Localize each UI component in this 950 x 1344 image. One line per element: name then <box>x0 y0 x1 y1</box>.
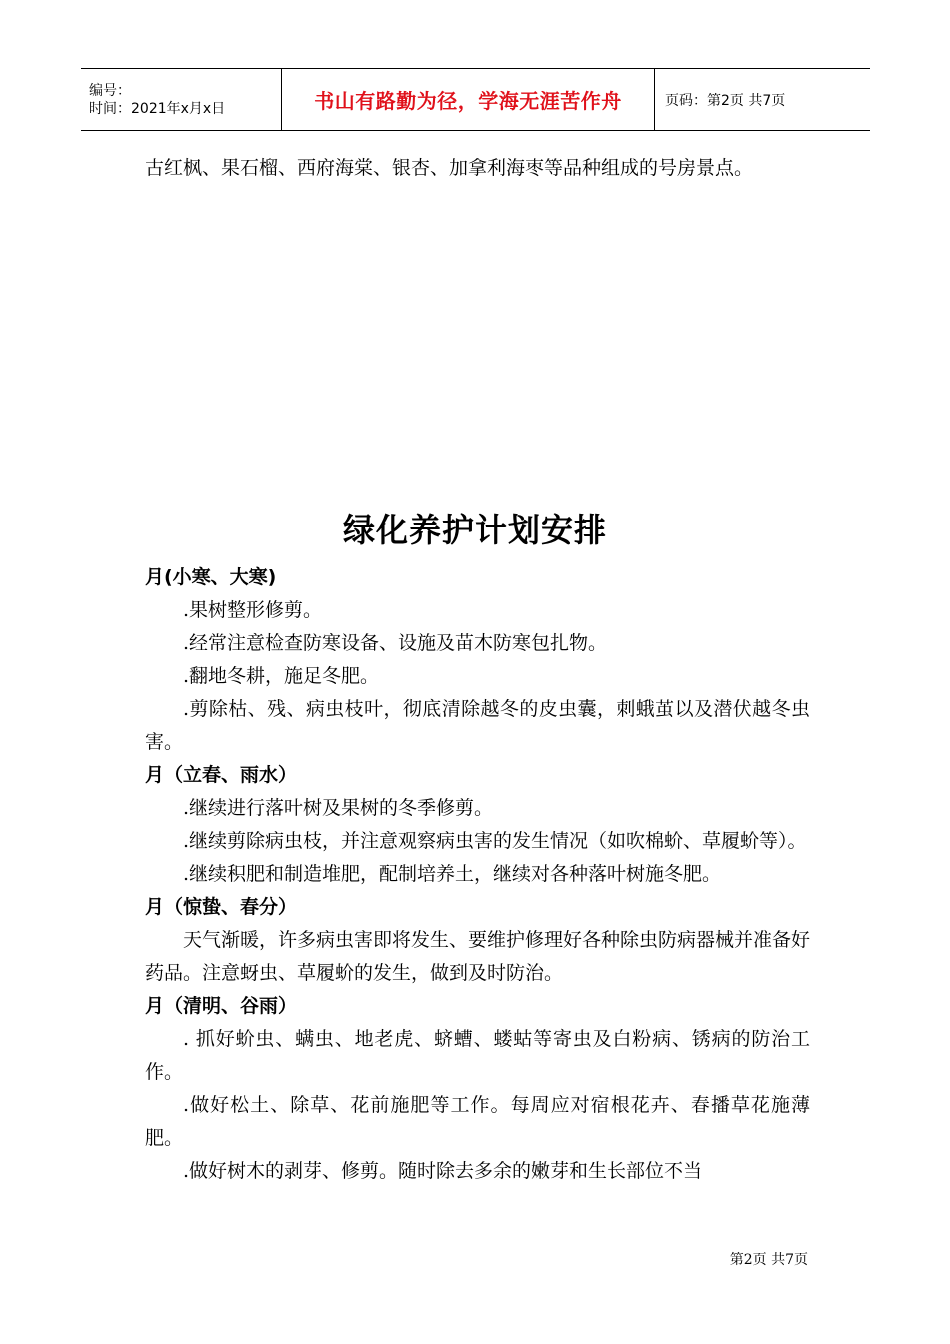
page-footer: 第2页 共7页 <box>729 1252 808 1268</box>
month-heading: 月（清明、谷雨） <box>145 995 298 1017</box>
header-page-cell <box>655 69 870 130</box>
month-heading: 月（立春、雨水） <box>145 764 298 786</box>
header-meta <box>81 69 282 130</box>
page-info: 页码：第2页 共7页 <box>665 92 786 109</box>
motto: 书山有路勤为径，学海无涯苦作舟 <box>314 89 622 113</box>
list-item: .继续剪除病虫枝，并注意观察病虫害的发生情况（如吹棉蚧、草履蚧等）。 <box>183 830 807 852</box>
list-item: .继续进行落叶树及果树的冬季修剪。 <box>183 797 494 819</box>
page-header <box>81 68 870 131</box>
list-item: . 抓好蚧虫、螨虫、地老虎、蛴螬、蝼蛄等寄虫及白粉病、锈病的防治工作。 <box>145 1028 810 1083</box>
time-label: 时间：2021年x月x日 <box>89 100 226 117</box>
list-item: 天气渐暖，许多病虫害即将发生、要维护修理好各种除虫防病器械并准备好药品。注意蚜虫、草履蚧的发生，做到及时防治。 <box>145 929 811 984</box>
intro-line: 古红枫、果石榴、西府海棠、银杏、加拿利海枣等品种组成的号房景点。 <box>145 157 754 179</box>
document-title: 绿化养护计划安排 <box>342 511 607 549</box>
list-item: .做好松土、除草、花前施肥等工作。每周应对宿根花卉、春播草花施薄肥。 <box>145 1094 810 1149</box>
header-motto-cell <box>282 69 655 130</box>
list-item: .经常注意检查防寒设备、设施及苗木防寒包扎物。 <box>183 632 608 654</box>
list-item: .果树整形修剪。 <box>183 599 323 621</box>
list-item: .做好树木的剥芽、修剪。随时除去多余的嫩芽和生长部位不当 <box>183 1160 703 1182</box>
list-item: .剪除枯、残、病虫枝叶，彻底清除越冬的皮虫囊，刺蛾茧以及潜伏越冬虫害。 <box>145 698 810 753</box>
month-heading: 月（惊蛰、春分） <box>145 896 298 918</box>
list-item: .继续积肥和制造堆肥，配制培养土，继续对各种落叶树施冬肥。 <box>183 863 722 885</box>
list-item: .翻地冬耕，施足冬肥。 <box>183 665 380 687</box>
month-heading: 月(小寒、大寒) <box>145 566 277 588</box>
number-label: 编号： <box>89 82 131 99</box>
body-content <box>145 561 810 1188</box>
